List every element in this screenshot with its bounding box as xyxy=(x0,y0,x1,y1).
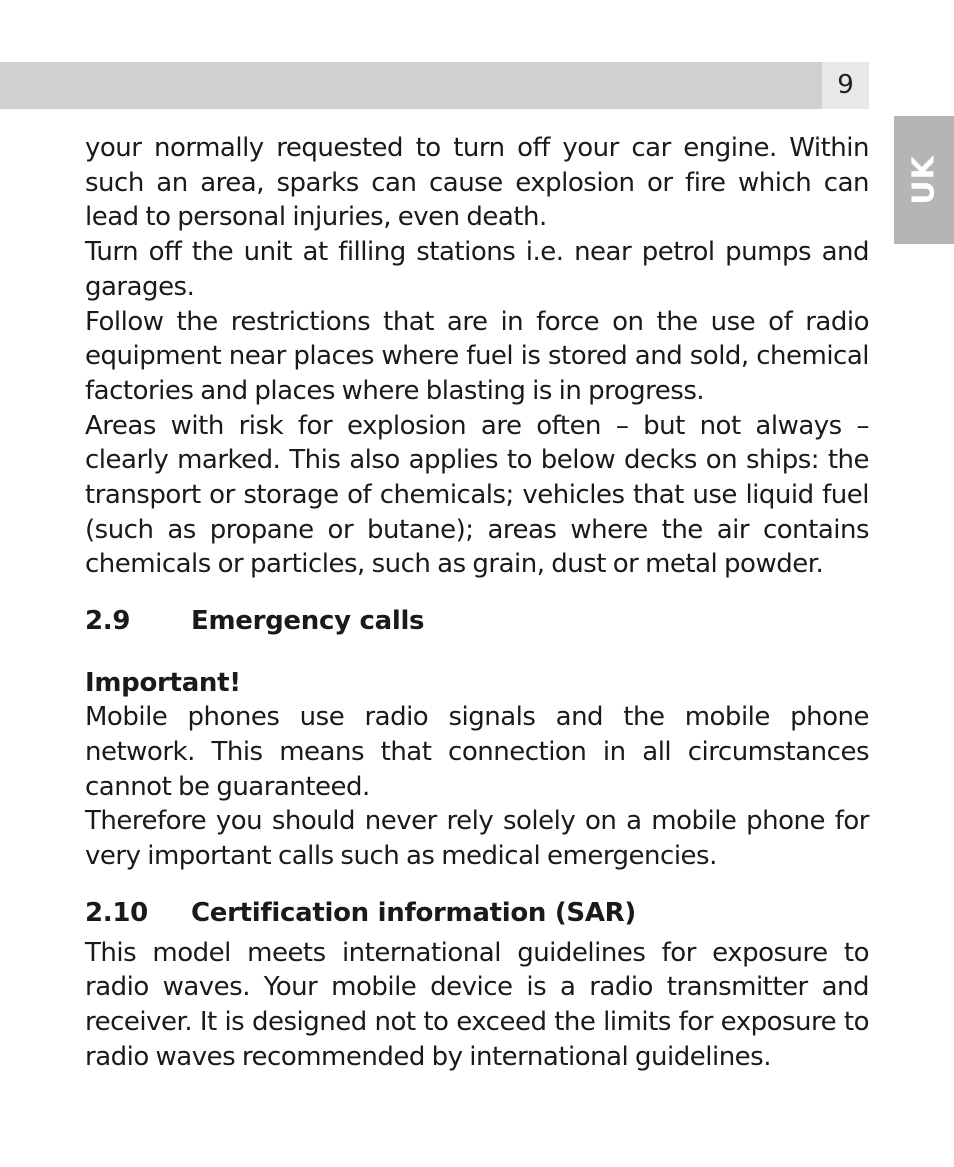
paragraph-network: Mobile phones use radio signals and the mobile phone network. This means that connection in all circumstances cannot be guaranteed. xyxy=(85,702,869,802)
section-number: 2.10 xyxy=(85,897,148,928)
section-title: Emergency calls xyxy=(191,606,425,637)
header-bar xyxy=(0,62,822,109)
language-tab xyxy=(894,116,954,244)
language-tab-label: UK xyxy=(906,155,942,205)
paragraph-restrictions: Follow the restrictions that are in force on the use of radio equipment near places where fuel is stored and sold, chemical factories and places where blasting is in progress. xyxy=(85,306,869,406)
section-title: Certification information (SAR) xyxy=(191,897,636,928)
page-content xyxy=(85,131,869,1074)
paragraph-intro: your normally requested to turn off your car engine. Within such an area, sparks can cause explosion or fire which can lead to personal injuries, even death. xyxy=(85,133,869,233)
page-number: 9 xyxy=(822,62,869,109)
important-label: Important! xyxy=(85,668,241,699)
paragraph-sar: This model meets international guidelines for exposure to radio waves. Your mobile device is a radio transmitter and receiver. It is designed not to exceed the limits for exposure to radio waves recommended by international guidelines. xyxy=(85,937,869,1072)
paragraph-rely: Therefore you should never rely solely on a mobile phone for very important calls such as medical emergencies. xyxy=(85,806,869,871)
section-heading-sar xyxy=(85,896,869,930)
section-number: 2.9 xyxy=(85,606,131,637)
paragraph-explosion-areas: Areas with risk for explosion are often – but not always – clearly marked. This also applies to below decks on ships: the transport or storage of chemicals; vehicles that use liquid fuel (such as propane or butane); areas where the air contains chemicals or particles, such as grain, dust or metal powder. xyxy=(85,410,869,580)
section-heading-emergency xyxy=(85,604,869,638)
paragraph-filling-stations: Turn off the unit at filling stations i.e. near petrol pumps and garages. xyxy=(85,237,869,302)
